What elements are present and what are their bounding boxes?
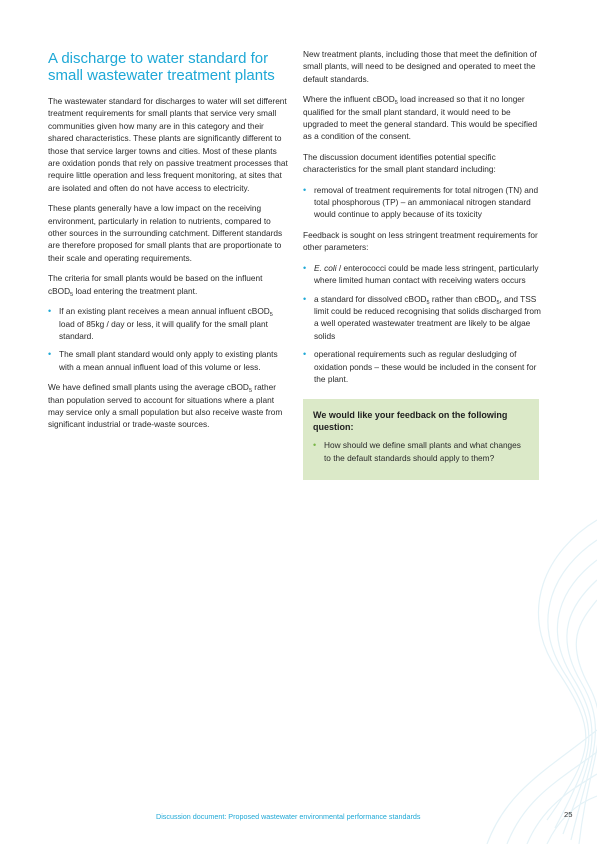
paragraph: These plants generally have a low impact on the receiving environment, particularly in relation to nutrients, compared to other sources in the surrounding catchment. Different standards are therefore proposed for small plants that are proportionate to their scale and operating requirements. (48, 203, 283, 263)
section-heading: A discharge to water standard for small wastewater treatment plants (48, 50, 275, 84)
decorative-wave-pattern-icon (427, 490, 597, 844)
paragraph: New treatment plants, including those that meet the definition of small plants, will need to be designed and operated to meet the default standards. (303, 49, 537, 84)
parameters-list (303, 262, 543, 386)
feedback-box (303, 399, 539, 480)
list-item: • a standard for dissolved cBOD$_5$ rather than cBOD$_5$, and TSS limit could be reduced recognising that solids discharged from a well operated wastewater treatment are likely to be algae solids (303, 293, 541, 341)
bullet-icon: • (48, 306, 52, 317)
footer-document-title: Discussion document: Proposed wastewater environmental performance standards (156, 812, 421, 821)
list-item: • removal of treatment requirements for total nitrogen (TN) and total phosphorous (TP) – an ammoniacal nitrogen standard would continue to apply because of its toxicity (303, 184, 539, 220)
paragraph: The wastewater standard for discharges to water will set different treatment requirements for small plants that service very small communities given how many are in this category and their shared characteristics. These plants are significantly different to those that service larger towns and cities. Most of these plants are oxidation ponds that rely on passive treatment processes that require little operation and less frequent monitoring, at sites that are isolated and often do not have access to electricity. (48, 96, 288, 193)
list-item: • If an existing plant receives a mean annual influent cBOD$_5$ load of 85kg / day or less, it will qualify for the small plant standard. (48, 306, 273, 341)
paragraph: Feedback is sought on less stringent treatment requirements for other parameters: (303, 229, 538, 253)
paragraph: The criteria for small plants would be based on the influent cBOD$_5$ load entering the treatment plant. (48, 273, 263, 298)
right-column (303, 48, 543, 480)
bullet-icon: • (303, 349, 307, 360)
feedback-heading: We would like your feedback on the following question: (313, 410, 508, 433)
criteria-list (48, 305, 288, 373)
paragraph: We have defined small plants using the average cBOD$_5$ rather than population served to account for situations where a plant may service only a small population but also receive waste from significant industrial or trade-waste sources. (48, 382, 283, 430)
bullet-icon: • (303, 293, 307, 304)
bullet-icon: • (313, 440, 317, 451)
list-item: • E. coli / enterococci could be made less stringent, particularly where limited human contact with receiving waters occurs (303, 262, 539, 286)
list-item: • The small plant standard would only apply to existing plants with a mean annual influent load of this volume or less. (48, 349, 278, 372)
bullet-icon: • (303, 262, 307, 273)
bullet-icon: • (48, 349, 52, 360)
paragraph: The discussion document identifies potential specific characteristics for the small plant standard including: (303, 151, 496, 175)
list-item: • operational requirements such as regular desludging of oxidation ponds – these would be included in the consent for the plant. (303, 349, 537, 384)
left-column (48, 50, 288, 439)
paragraph: Where the influent cBOD$_5$ load increased so that it no longer qualified for the small plant standard, it would need to be upgraded to meet the general standard. This would be specified as a condition of the consent. (303, 94, 538, 142)
question-list (313, 439, 529, 464)
bullet-icon: • (303, 184, 307, 195)
page-number: 25 (564, 810, 573, 819)
characteristics-list (303, 184, 543, 221)
list-item: • How should we define small plants and what changes to the default standards should apply to them? (313, 440, 521, 463)
